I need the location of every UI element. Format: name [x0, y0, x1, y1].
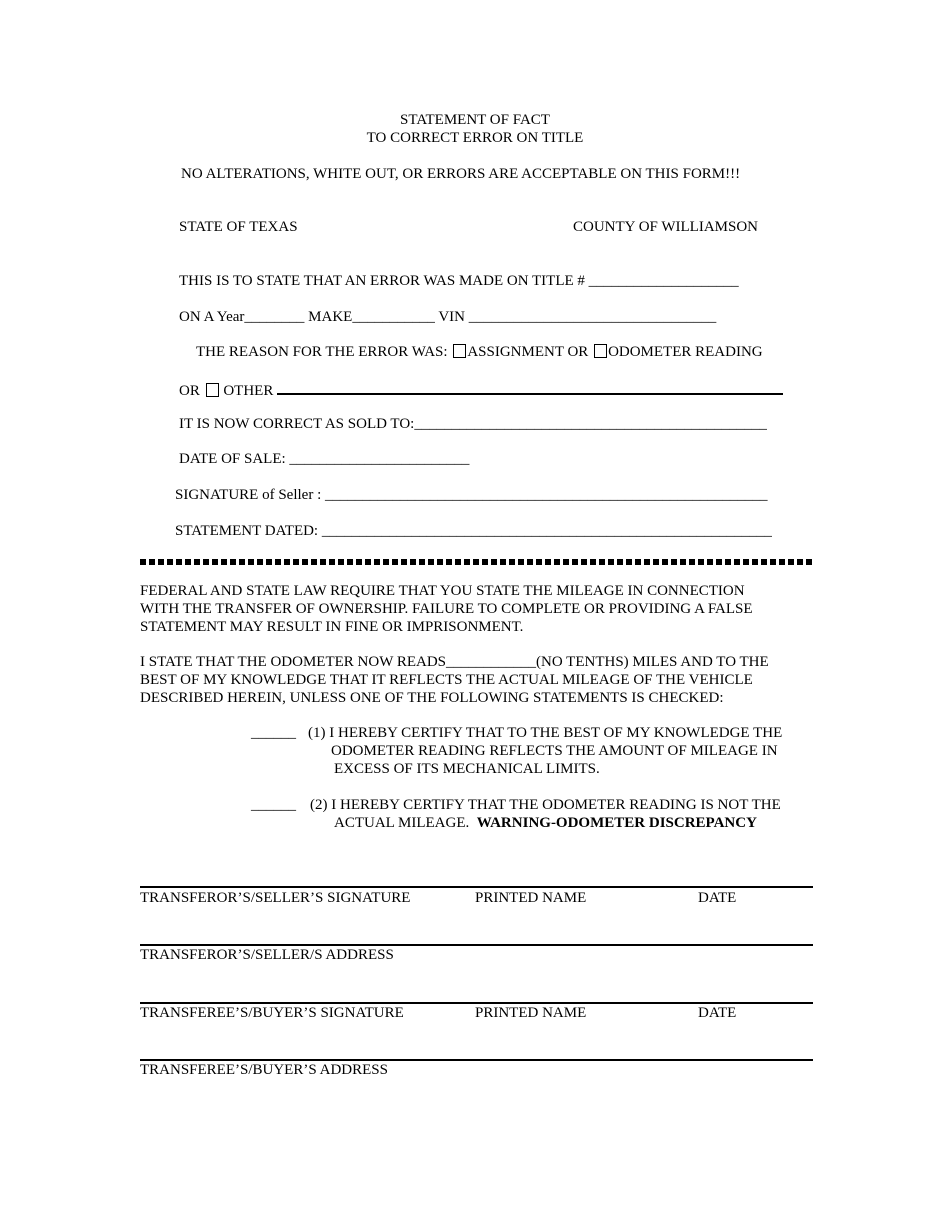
buyer-address-label: TRANSFEREE’S/BUYER’S ADDRESS — [140, 1062, 388, 1078]
option1-line1: (1) I HEREBY CERTIFY THAT TO THE BEST OF MY KNOWLEDGE THE — [308, 725, 783, 741]
option1-checkmark-blank[interactable]: ______ — [251, 725, 296, 741]
statement-dated-field[interactable]: STATEMENT DATED: ____________________________________________________________ — [175, 523, 772, 539]
assignment-label: ASSIGNMENT OR — [467, 344, 589, 360]
sold-to-field[interactable]: IT IS NOW CORRECT AS SOLD TO:_______________________________________________ — [179, 416, 767, 432]
option2-line1: (2) I HEREBY CERTIFY THAT THE ODOMETER READING IS NOT THE — [310, 797, 781, 813]
federal-notice: FEDERAL AND STATE LAW REQUIRE THAT YOU STATE THE MILEAGE IN CONNECTION WITH THE TRANSFER OF OWNERSHIP. FAILURE TO COMPLETE OR PROVIDING A FALSE STATEMENT MAY RESULT IN FINE OR IMPRISONMENT. — [140, 583, 753, 635]
odometer-reading-checkbox[interactable] — [594, 344, 607, 358]
state-label: STATE OF TEXAS — [179, 219, 298, 235]
other-reason-line — [179, 379, 783, 400]
option2-line2-text: ACTUAL MILEAGE. — [334, 815, 477, 831]
assignment-checkbox[interactable] — [453, 344, 466, 358]
option2-line2 — [334, 814, 757, 832]
seller-signature-label: TRANSFEROR’S/SELLER’S SIGNATURE — [140, 890, 411, 906]
form-title: STATEMENT OF FACT — [400, 112, 550, 128]
seller-signature-line[interactable] — [140, 886, 813, 888]
option2-checkmark-blank[interactable]: ______ — [251, 797, 296, 813]
option1-line2: ODOMETER READING REFLECTS THE AMOUNT OF MILEAGE IN — [331, 743, 778, 759]
other-or-label: OR — [179, 383, 200, 399]
title-number-field[interactable]: THIS IS TO STATE THAT AN ERROR WAS MADE ON TITLE # ____________________ — [179, 273, 739, 289]
vehicle-info-field[interactable]: ON A Year________ MAKE___________ VIN _________________________________ — [179, 309, 717, 325]
buyer-printed-name-label: PRINTED NAME — [475, 1005, 587, 1021]
county-label: COUNTY OF WILLIAMSON — [573, 219, 758, 235]
section-divider — [140, 559, 813, 565]
odometer-discrepancy-warning: WARNING-ODOMETER DISCREPANCY — [476, 815, 757, 831]
buyer-date-label: DATE — [698, 1005, 737, 1021]
seller-signature-field[interactable]: SIGNATURE of Seller : ___________________________________________________________ — [175, 487, 768, 503]
reason-line — [196, 343, 763, 361]
seller-date-label: DATE — [698, 890, 737, 906]
other-reason-input[interactable] — [277, 379, 783, 395]
odometer-statement[interactable]: I STATE THAT THE ODOMETER NOW READS____________(NO TENTHS) MILES AND TO THE BEST OF MY KNOWLEDGE THAT IT REFLECTS THE ACTUAL MILEAGE OF THE VEHICLE DESCRIBED HEREIN, UNLESS ONE OF THE FOLLOWING STATEMENTS IS CHECKED: — [140, 654, 769, 706]
alteration-warning: NO ALTERATIONS, WHITE OUT, OR ERRORS ARE ACCEPTABLE ON THIS FORM!!! — [181, 166, 741, 182]
date-of-sale-field[interactable]: DATE OF SALE: ________________________ — [179, 451, 470, 467]
option1-line3: EXCESS OF ITS MECHANICAL LIMITS. — [334, 761, 600, 777]
form-subtitle: TO CORRECT ERROR ON TITLE — [366, 130, 584, 146]
seller-printed-name-label: PRINTED NAME — [475, 890, 587, 906]
other-checkbox[interactable] — [206, 383, 219, 397]
buyer-signature-label: TRANSFEREE’S/BUYER’S SIGNATURE — [140, 1005, 404, 1021]
seller-address-label: TRANSFEROR’S/SELLER/S ADDRESS — [140, 947, 394, 963]
other-label: OTHER — [223, 383, 274, 399]
reason-prefix: THE REASON FOR THE ERROR WAS: — [196, 344, 448, 360]
odometer-reading-label: ODOMETER READING — [608, 344, 763, 360]
